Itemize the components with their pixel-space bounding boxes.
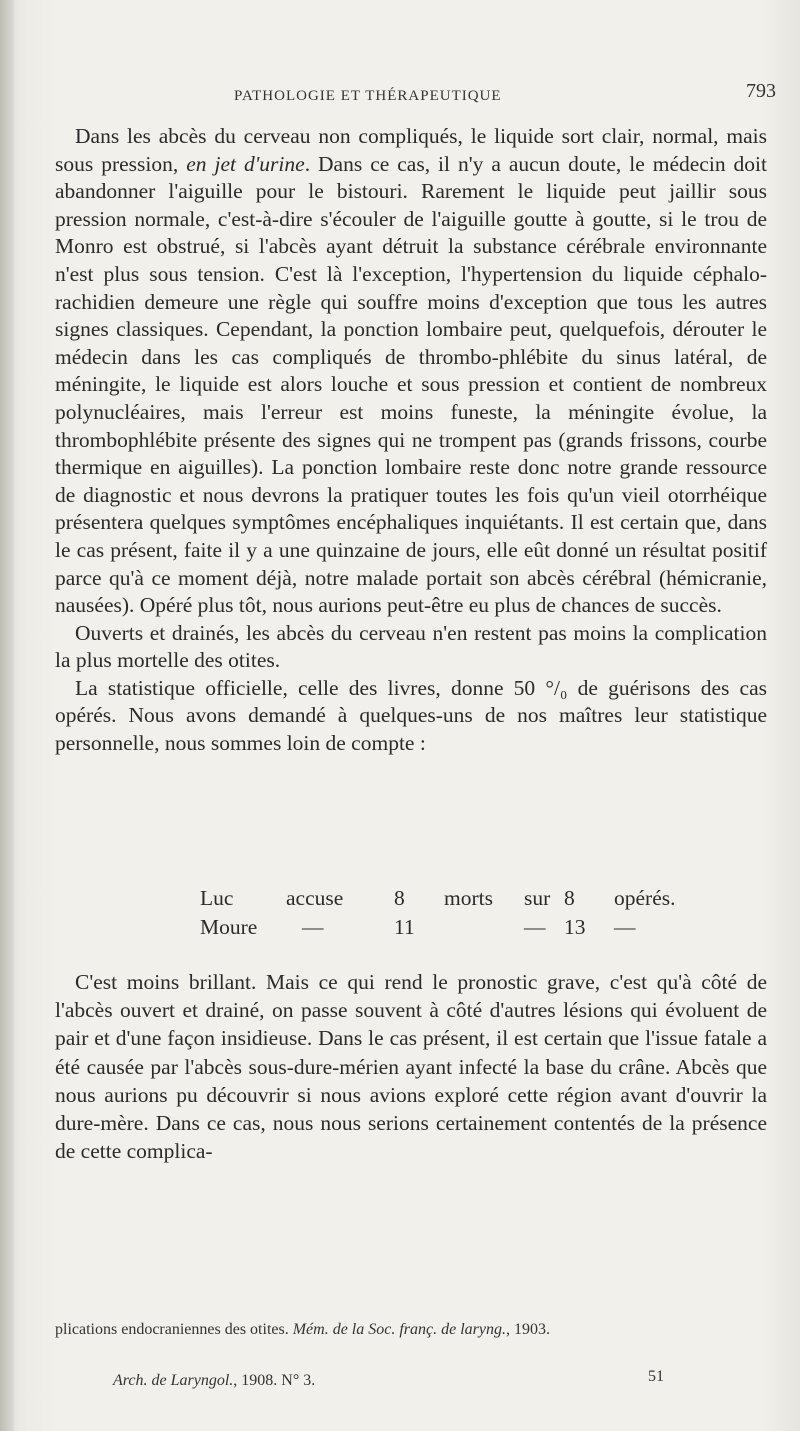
stats-operated: 13 [564, 915, 586, 939]
statistics-table [200, 884, 704, 942]
italic-phrase: en jet d'urine [186, 151, 305, 176]
stats-operated-label: — [614, 915, 636, 939]
stats-deaths-label: morts [444, 886, 493, 910]
journal-title: Arch. de Laryngol. [113, 1372, 234, 1389]
paragraph-1 [55, 123, 767, 620]
stats-deaths-label [444, 913, 524, 942]
journal-issue: , 1908. N° 3. [233, 1372, 316, 1389]
body-text-continued [55, 968, 767, 1165]
page-number: 793 [746, 80, 776, 102]
stats-sur: sur [524, 886, 551, 910]
body-text [55, 123, 767, 758]
stats-verb: accuse [286, 886, 344, 910]
footnote-end: , 1903. [506, 1321, 550, 1338]
journal-footer [113, 1372, 315, 1390]
paragraph-3: La statistique officielle, celle des livres, donne 50 °/₀ de guérisons des cas opérés. Nous avons demandé à quelques-uns de nos maîtres leur statistique personnelle, nous sommes loin de compte : [55, 675, 767, 756]
stats-operated: 8 [564, 886, 575, 910]
footnote [55, 1318, 767, 1341]
stats-operated-label: opérés. [614, 886, 676, 910]
stats-deaths: 11 [394, 915, 415, 939]
page-binding-edge [0, 0, 14, 1431]
footnote-start: plications endocraniennes des otites. [55, 1321, 293, 1338]
signature-number: 51 [648, 1368, 664, 1385]
paragraph-1-rest: . Dans ce cas, il n'y a aucun doute, le médecin doit abandonner l'aiguille pour le bistouri. Rarement le liquide peut jaillir sous pression normale, c'est-à-dire s'écouler de l'aiguille goutte à goutte, si le trou de Monro est obstrué, si l'abcès ayant détruit la substance cérébrale environnante n'est plus sous tension. C'est là l'exception, l'hypertension du liquide céphalo-rachidien demeure une règle qui souffre moins d'exception que tous les autres signes classiques. Cependant, la ponction lombaire peut, quelquefois, dérouter le médecin dans les cas compliqués de thrombo-phlébite du sinus latéral, de méningite, le liquide est alors louche et sous pression et contient de nombreux polynucléaires, mais l'erreur est moins funeste, la méningite évolue, la thrombophlébite présente des signes qui ne trompent pas (grands frissons, courbe thermique en aiguilles). La ponction lombaire reste donc notre grande ressource de diagnostic et nous devrons la pratiquer toutes les fois qu'un vieil otorrhéique présentera quelques symptômes encéphaliques inquiétants. Il est certain que, dans le cas présent, faite il y a une quinzaine de jours, elle eût donné un résultat positif parce qu'à ce moment déjà, notre malade portait son abcès cérébral (hémicranie, nausées). Opéré plus tôt, nous aurions peut-être eu plus de chances de succès. [55, 151, 767, 618]
stats-row [200, 913, 704, 942]
stats-name: Moure [200, 915, 258, 939]
running-head: PATHOLOGIE ET THÉRAPEUTIQUE [234, 88, 502, 104]
stats-verb: — [302, 915, 324, 939]
stats-row [200, 884, 704, 913]
paragraph-1-start: Dans les abcès du cerveau non compliqués, le liquide sort clair, normal, mais sous pression, [55, 124, 767, 176]
stats-deaths: 8 [394, 886, 405, 910]
stats-name: Luc [200, 886, 234, 910]
paragraph-4: C'est moins brillant. Mais ce qui rend le pronostic grave, c'est qu'à côté de l'abcès ouvert et drainé, on passe souvent à côté d'autres lésions qui évoluent de pair et d'une façon insidieuse. Dans le cas présent, il est certain que l'issue fatale a été causée par l'abcès sous-dure-mérien ayant infecté la base du crâne. Abcès que nous aurions pu découvrir si nous avions exploré cette région avant d'ouvrir la dure-mère. Dans ce cas, nous nous serions certainement contentés de la présence de cette complica- [55, 970, 767, 1164]
paragraph-2: Ouverts et drainés, les abcès du cerveau n'en restent pas moins la complication la plus mortelle des otites. [55, 620, 767, 673]
footnote-italic: Mém. de la Soc. franç. de laryng. [292, 1321, 506, 1338]
stats-sur: — [524, 915, 546, 939]
